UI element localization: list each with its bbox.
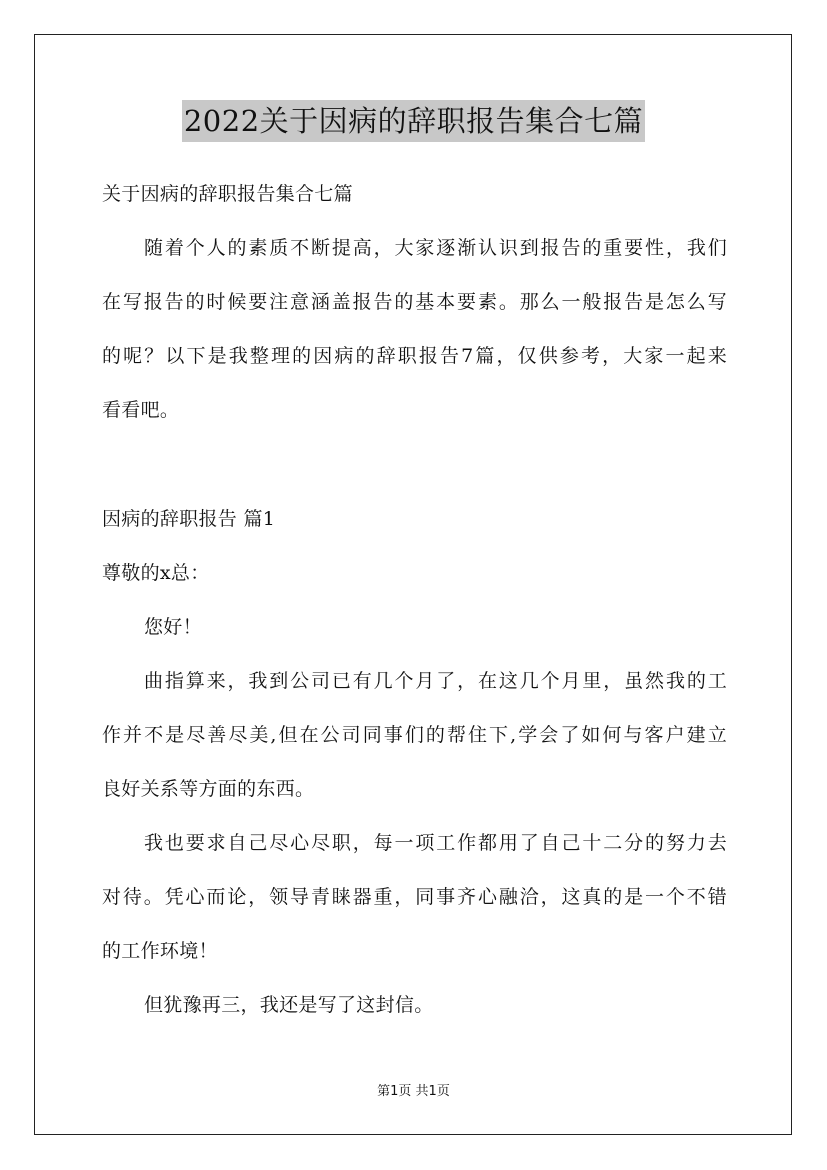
salutation: 尊敬的x总：	[102, 562, 210, 584]
intro-line-2: 在写报告的时候要注意涵盖报告的基本要素。那么一般报告是怎么写	[102, 291, 727, 313]
document-subtitle: 关于因病的辞职报告集合七篇	[102, 183, 353, 205]
para1-line-1: 曲指算来，我到公司已有几个月了，在这几个月里，虽然我的工	[144, 670, 727, 692]
para1-line-2: 作并不是尽善尽美,但在公司同事们的帮住下,学会了如何与客户建立	[102, 724, 727, 746]
para2-line-1: 我也要求自己尽心尽职，每一项工作都用了自己十二分的努力去	[144, 832, 727, 854]
section-heading: 因病的辞职报告 篇1	[102, 508, 276, 530]
intro-line-4: 看看吧。	[102, 399, 180, 421]
page-footer: 第1页 共1页	[377, 1084, 450, 1099]
document-title: 2022关于因病的辞职报告集合七篇	[182, 100, 645, 142]
title-container	[0, 100, 827, 142]
para2-line-2: 对待。凭心而论，领导青睐器重，同事齐心融洽，这真的是一个不错	[102, 886, 727, 908]
para2-line-3: 的工作环境！	[102, 940, 218, 962]
para1-line-3: 良好关系等方面的东西。	[102, 778, 315, 800]
intro-line-1: 随着个人的素质不断提高，大家逐渐认识到报告的重要性，我们	[144, 237, 727, 259]
greeting: 您好！	[144, 616, 202, 638]
intro-line-3: 的呢？以下是我整理的因病的辞职报告7篇，仅供参考，大家一起来	[102, 345, 727, 367]
para3: 但犹豫再三，我还是写了这封信。	[144, 994, 434, 1016]
